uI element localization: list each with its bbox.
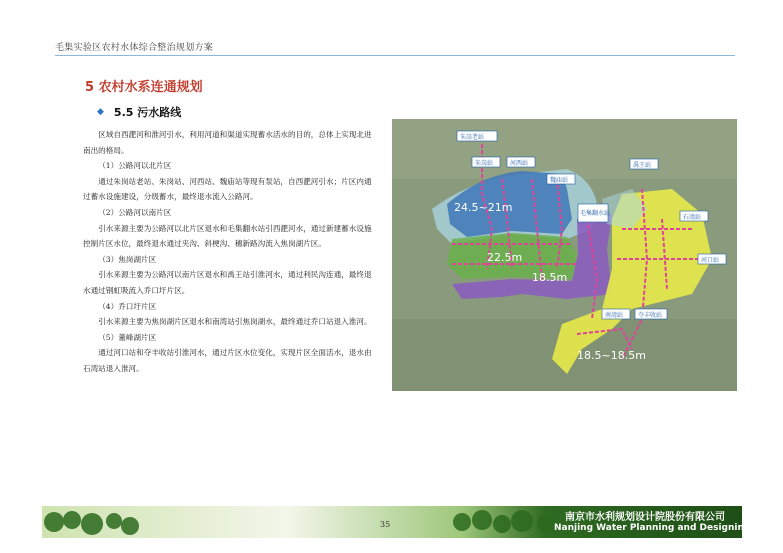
station-label: 石湾站: [683, 214, 702, 221]
paragraph: 引水来源主要为焦岗湖片区退水和南湾站引焦岗湖水，最终通过乔口站退入淮河。: [98, 317, 372, 327]
subsection-heading: [97, 104, 181, 120]
station-label: 河西站: [510, 160, 529, 167]
company-name-en: Nanjing Water Planning and Designing: [554, 523, 751, 533]
page-number: 35: [380, 520, 391, 529]
paragraph-heading: （3）焦岗湖片区: [98, 254, 157, 264]
station-label: 夺丰收站: [638, 312, 663, 319]
company-name-cn: 南京市水利规划设计院股份有限公司: [565, 512, 725, 523]
paragraph: 引水来源主要为公路河以南片区退水和禹王站引淮河水，通过利民沟连通，最终退水通过钢虹吸流入乔口圩片区。: [83, 270, 372, 295]
station-label: 南湾站: [605, 312, 624, 319]
body-text: [83, 127, 375, 377]
document-header-title: 毛集实验区农村水体综合整治规划方案: [55, 43, 214, 53]
header-divider: [55, 55, 735, 56]
station-label: 毛集翻水站: [580, 210, 611, 217]
water-level-label: 24.5~21m: [454, 201, 513, 214]
diamond-bullet-icon: ◆: [97, 107, 104, 117]
station-label: 朱岗老站: [460, 134, 485, 141]
paragraph-heading: （1）公路河以北片区: [98, 161, 172, 171]
paragraph: 引水来源主要为公路河以北片区退水和毛集翻水站引西淝河水，通过新建蓄水设施控制片区水位，最终退水通过夹沟、斜梗沟、穗新路沟流入焦岗湖片区。: [83, 223, 372, 249]
paragraph-heading: （2）公路河以南片区: [98, 207, 172, 217]
paragraph-heading: （5）董峰湖片区: [98, 332, 157, 342]
station-label: 禹王站: [633, 162, 652, 169]
station-label: 朱岗站: [475, 160, 494, 167]
sewage-route-map: [392, 119, 737, 391]
water-level-label: 18.5m: [532, 271, 568, 284]
subsection-title: 5.5 污水路线: [113, 106, 182, 119]
water-level-label: 18.5~18.5m: [577, 349, 646, 362]
paragraph-heading: （4）乔口圩片区: [98, 301, 157, 311]
paragraph: 通过河口站和夺丰收站引淮河水，通过片区水位变化，实现片区全面活水，退水由石湾站退入淮河。: [83, 348, 372, 373]
paragraph: 通过朱岗站老站、朱岗站、河西站、魏庙站等现有泵站，自西淝河引水；片区内通过蓄水设施建设，分级蓄水，最终退水流入公路河。: [83, 176, 372, 202]
station-label: 河口站: [701, 257, 720, 264]
section-title: 5 农村水系连通规划: [85, 80, 203, 95]
paragraph: 区域自西淝河和淮河引水，利用河道和渠道实现蓄水活水的目的，总体上实现北进南出的格局。: [83, 130, 372, 155]
station-label: 魏庙站: [550, 177, 569, 184]
water-level-label: 22.5m: [487, 251, 523, 264]
